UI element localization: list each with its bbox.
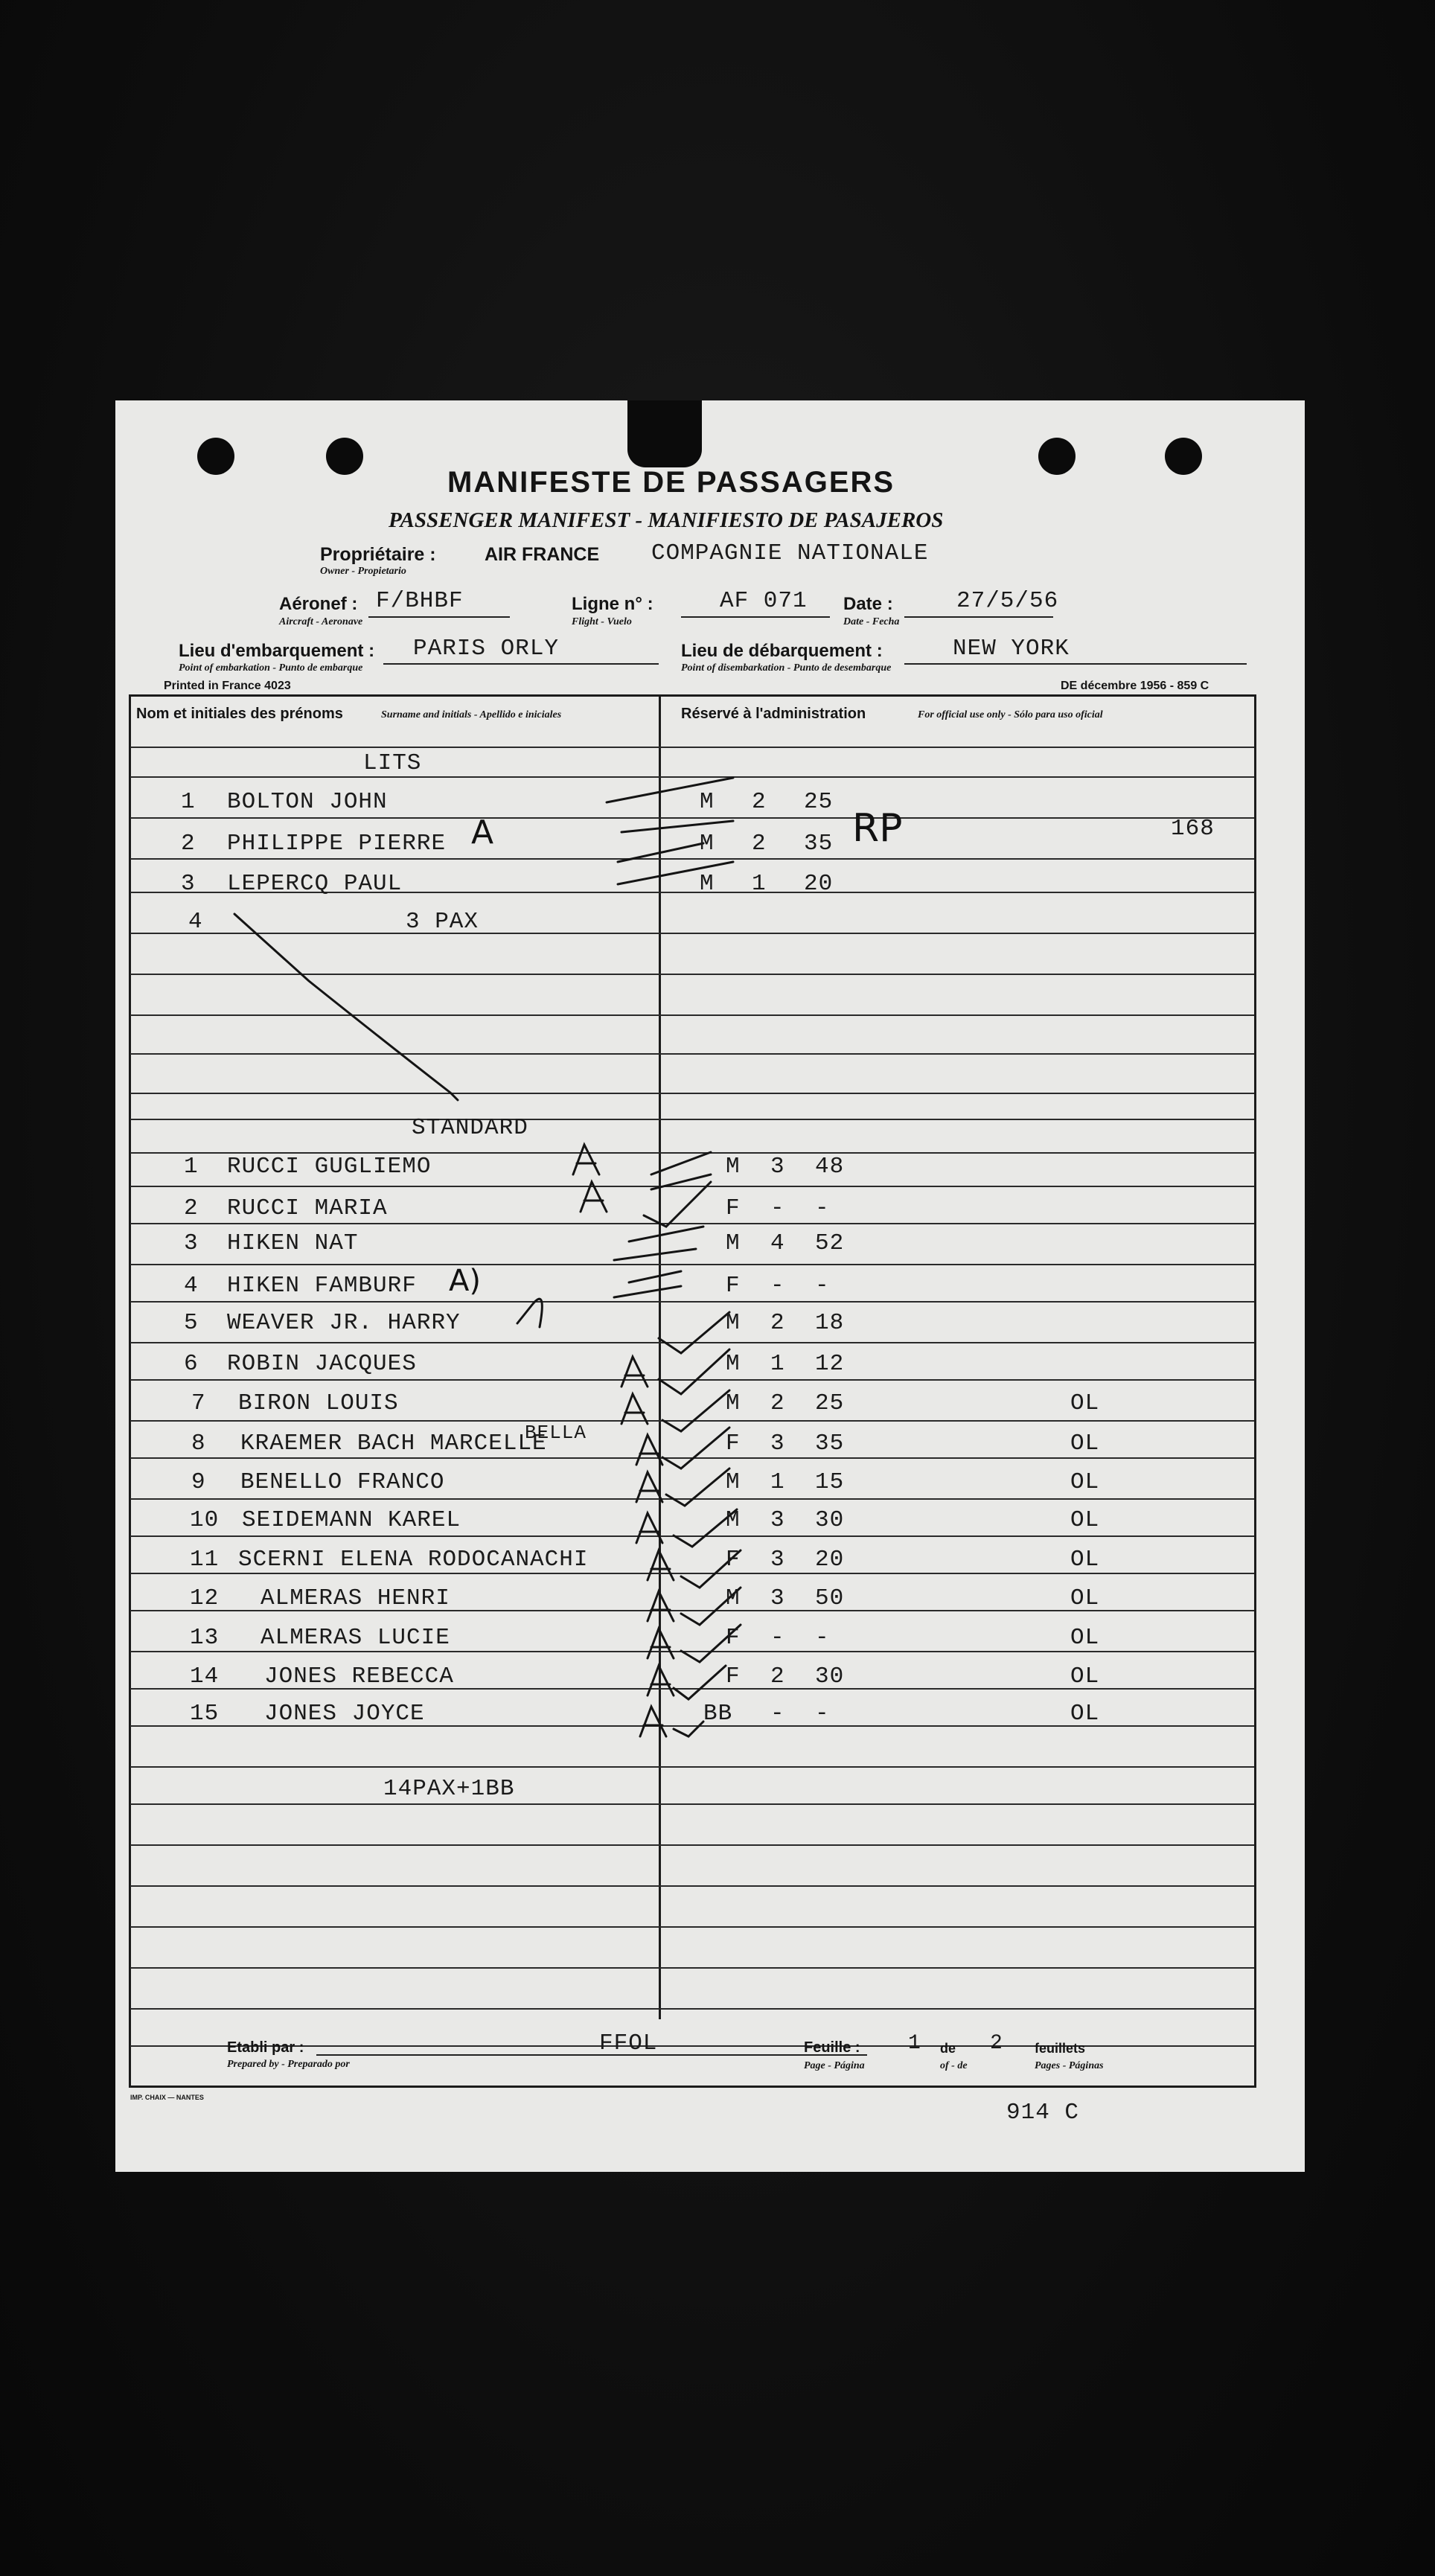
standard-row-sex: M (726, 1585, 741, 1611)
standard-row-class: 2 (770, 1310, 785, 1336)
standard-row-num: 14 (190, 1663, 220, 1690)
embark-value: PARIS ORLY (413, 636, 560, 662)
lits-row-name: LEPERCQ PAUL (227, 871, 403, 897)
standard-row-class: 3 (770, 1547, 785, 1573)
standard-total: 14PAX+1BB (383, 1776, 515, 1802)
a-mark: A (471, 814, 494, 851)
standard-row-num: 2 (184, 1195, 199, 1221)
standard-row-ol: OL (1070, 1663, 1100, 1690)
standard-row-sex: F (726, 1273, 741, 1299)
section-lits: LITS (363, 750, 422, 776)
standard-row-sex: M (726, 1469, 741, 1495)
lits-row-num: 3 (181, 871, 196, 897)
embark-sub: Point of embarkation - Punto de embarque (179, 662, 363, 674)
lits-row-name: 3 PAX (406, 909, 479, 935)
standard-row-age: 50 (815, 1585, 845, 1611)
standard-row-class: 4 (770, 1230, 785, 1256)
col-header-left: Nom et initiales des prénoms (136, 706, 343, 722)
standard-row-class: 2 (770, 1390, 785, 1416)
lits-row-class: 2 (752, 789, 767, 815)
aircraft-label: Aéronef : (279, 594, 358, 614)
standard-row-age: 18 (815, 1310, 845, 1336)
lits-row-age: 20 (804, 871, 834, 897)
col-header-right: Réservé à l'administration (681, 706, 866, 722)
standard-row-num: 8 (191, 1431, 206, 1457)
standard-row-class: - (770, 1195, 785, 1221)
standard-row-name: ALMERAS LUCIE (261, 1625, 450, 1651)
standard-row-age: 30 (815, 1507, 845, 1533)
standard-row-class: - (770, 1273, 785, 1299)
disembark-sub: Point of disembarkation - Punto de desembarque (681, 662, 892, 674)
standard-row-age: 52 (815, 1230, 845, 1256)
standard-row-num: 15 (190, 1701, 220, 1727)
standard-row-num: 3 (184, 1230, 199, 1256)
lits-row-sex: M (700, 789, 715, 815)
disembark-value: NEW YORK (953, 636, 1070, 662)
standard-row-num: 5 (184, 1310, 199, 1336)
col-subheader-right: For official use only - Sólo para uso oficial (918, 709, 1103, 720)
standard-row-class: 2 (770, 1663, 785, 1690)
standard-row-ol: OL (1070, 1469, 1100, 1495)
standard-row-ol: OL (1070, 1431, 1100, 1457)
sheet-sub-of: of - de (940, 2060, 968, 2071)
standard-row-sex: F (726, 1663, 741, 1690)
sheet-word: feuillets (1035, 2041, 1086, 2056)
manifest-page (115, 400, 1305, 2172)
standard-row-ol: OL (1070, 1585, 1100, 1611)
standard-row-num: 11 (190, 1547, 220, 1573)
date-sub: Date - Fecha (843, 616, 900, 627)
standard-row-age: 15 (815, 1469, 845, 1495)
lits-row-num: 1 (181, 789, 196, 815)
standard-row-ol: OL (1070, 1507, 1100, 1533)
standard-row-name: BENELLO FRANCO (240, 1469, 445, 1495)
standard-row-num: 9 (191, 1469, 206, 1495)
printer-note: IMP. CHAIX — NANTES (130, 2094, 204, 2101)
standard-row-name: WEAVER JR. HARRY (227, 1310, 461, 1336)
rp-annotation: RP (852, 806, 903, 851)
standard-row-sex: BB (703, 1701, 733, 1727)
standard-row-age: 20 (815, 1547, 845, 1573)
disembark-label: Lieu de débarquement : (681, 641, 883, 661)
standard-row-age: 25 (815, 1390, 845, 1416)
standard-row-ol: OL (1070, 1701, 1100, 1727)
standard-row-sex: M (726, 1230, 741, 1256)
flight-value: AF 071 (720, 588, 808, 614)
standard-row-class: 3 (770, 1154, 785, 1180)
standard-row-age: 35 (815, 1431, 845, 1457)
standard-row-age: 30 (815, 1663, 845, 1690)
lits-row-age: 25 (804, 789, 834, 815)
standard-row-sex: F (726, 1431, 741, 1457)
prepared-sub: Prepared by - Preparado por (227, 2059, 350, 2070)
standard-row-class: 3 (770, 1585, 785, 1611)
flight-label: Ligne n° : (572, 594, 653, 614)
sheet-num: 1 (908, 2032, 921, 2055)
owner-label: Propriétaire : (320, 544, 436, 565)
standard-row-num: 7 (191, 1390, 206, 1416)
standard-row-sex: M (726, 1310, 741, 1336)
standard-row-age: 12 (815, 1351, 845, 1377)
aircraft-value: F/BHBF (376, 588, 464, 614)
page-title: MANIFESTE DE PASSAGERS (447, 466, 895, 499)
standard-row-sex: F (726, 1195, 741, 1221)
lits-row-age: 35 (804, 831, 834, 857)
owner-typed: COMPAGNIE NATIONALE (651, 540, 929, 566)
page-subtitle: PASSENGER MANIFEST - MANIFIESTO DE PASAJEROS (389, 508, 944, 532)
standard-row-name: ROBIN JACQUES (227, 1351, 417, 1377)
standard-row-name: JONES JOYCE (264, 1701, 425, 1727)
prepared-value: FFOL (599, 2030, 658, 2056)
flight-sub: Flight - Vuelo (572, 616, 632, 627)
standard-row-sex: M (726, 1507, 741, 1533)
standard-row-sex: M (726, 1154, 741, 1180)
lits-row-name: BOLTON JOHN (227, 789, 388, 815)
standard-row-num: 4 (184, 1273, 199, 1299)
embark-label: Lieu d'embarquement : (179, 641, 375, 661)
standard-row-class: - (770, 1625, 785, 1651)
standard-row-class: 1 (770, 1469, 785, 1495)
sheet-sub-left: Page - Página (804, 2060, 865, 2071)
sheet-label: Feuille : (804, 2039, 860, 2056)
note-168: 168 (1171, 816, 1215, 842)
aircraft-sub: Aircraft - Aeronave (279, 616, 363, 627)
standard-row-class: - (770, 1701, 785, 1727)
standard-row-age: - (815, 1625, 830, 1651)
standard-row-ol: OL (1070, 1547, 1100, 1573)
sheet-sub-right: Pages - Páginas (1035, 2060, 1104, 2071)
standard-row-class: 3 (770, 1431, 785, 1457)
standard-row-name: RUCCI MARIA (227, 1195, 388, 1221)
standard-row-num: 12 (190, 1585, 220, 1611)
standard-row-sex: F (726, 1547, 741, 1573)
standard-row-ol: OL (1070, 1625, 1100, 1651)
sheet-total: 2 (990, 2032, 1003, 2055)
section-standard: STANDARD (412, 1115, 528, 1141)
standard-row-class: 1 (770, 1351, 785, 1377)
standard-row-ol: OL (1070, 1390, 1100, 1416)
standard-row-age: 48 (815, 1154, 845, 1180)
lits-row-name: PHILIPPE PIERRE (227, 831, 447, 857)
bella-annotation: BELLA (525, 1422, 587, 1444)
standard-row-name: KRAEMER BACH MARCELLE (240, 1431, 547, 1457)
standard-row-class: 3 (770, 1507, 785, 1533)
prepared-label: Etabli par : (227, 2039, 304, 2056)
standard-row-num: 6 (184, 1351, 199, 1377)
lits-row-class: 1 (752, 871, 767, 897)
date-value: 27/5/56 (956, 588, 1059, 614)
standard-row-num: 1 (184, 1154, 199, 1180)
standard-row-sex: M (726, 1390, 741, 1416)
ref-code: 914 C (1006, 2100, 1080, 2126)
owner-value: AIR FRANCE (485, 544, 600, 565)
lits-row-num: 2 (181, 831, 196, 857)
standard-row-name: SCERNI ELENA RODOCANACHI (238, 1547, 589, 1573)
standard-row-age: - (815, 1701, 830, 1727)
standard-row-num: 13 (190, 1625, 220, 1651)
standard-row-name: HIKEN NAT (227, 1230, 359, 1256)
standard-row-sex: F (726, 1625, 741, 1651)
standard-row-num: 10 (190, 1507, 220, 1533)
lits-row-class: 2 (752, 831, 767, 857)
lits-row-sex: M (700, 871, 715, 897)
standard-row-name: BIRON LOUIS (238, 1390, 399, 1416)
standard-row-age: - (815, 1273, 830, 1299)
standard-row-name: JONES REBECCA (264, 1663, 454, 1690)
form-ref: DE décembre 1956 - 859 C (1061, 680, 1209, 692)
standard-row-name: HIKEN FAMBURF (227, 1273, 417, 1299)
date-label: Date : (843, 594, 893, 614)
owner-sub: Owner - Propietario (320, 566, 406, 577)
printed-note: Printed in France 4023 (164, 680, 291, 692)
a-paren-mark: A) (449, 1264, 481, 1298)
sheet-of: de (940, 2041, 956, 2056)
standard-row-name: SEIDEMANN KAREL (242, 1507, 461, 1533)
standard-row-sex: M (726, 1351, 741, 1377)
standard-row-age: - (815, 1195, 830, 1221)
standard-row-name: ALMERAS HENRI (261, 1585, 450, 1611)
col-subheader-left: Surname and initials - Apellido e iniciales (381, 709, 562, 720)
standard-row-name: RUCCI GUGLIEMO (227, 1154, 432, 1180)
lits-row-sex: M (700, 831, 715, 857)
lits-row-num: 4 (188, 909, 203, 935)
